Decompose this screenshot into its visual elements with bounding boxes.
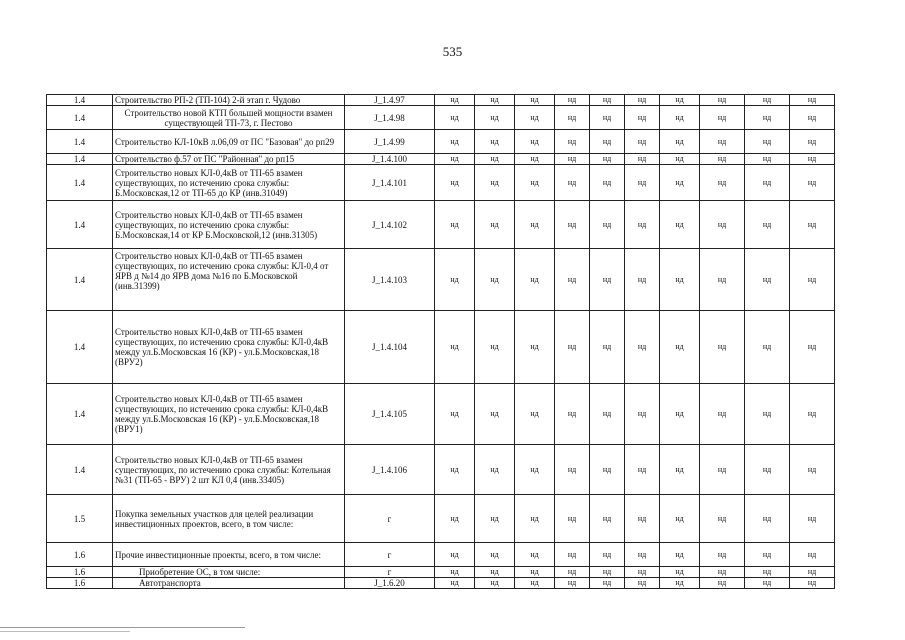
row-value: нд: [660, 578, 700, 589]
table-row: [47, 384, 835, 445]
row-value: нд: [790, 130, 835, 154]
row-value: нд: [745, 495, 790, 543]
scan-edge-line: [0, 631, 130, 632]
row-value: нд: [515, 130, 555, 154]
row-number: 1.4: [47, 201, 113, 249]
row-value: нд: [660, 201, 700, 249]
row-value: нд: [700, 311, 745, 384]
table-row: [47, 567, 835, 578]
row-number: 1.5: [47, 495, 113, 543]
row-name: Приобретение ОС, в том числе:: [113, 567, 345, 578]
row-value: нд: [475, 201, 515, 249]
row-name: Прочие инвестиционные проекты, всего, в том числе:: [113, 543, 345, 567]
table-row: [47, 445, 835, 495]
row-value: нд: [625, 567, 660, 578]
row-value: нд: [435, 249, 475, 311]
row-value: нд: [590, 130, 625, 154]
row-value: нд: [790, 106, 835, 130]
row-value: нд: [475, 495, 515, 543]
row-name: Строительство ф.57 от ПС "Районная" до рп15: [113, 154, 345, 165]
row-value: нд: [515, 384, 555, 445]
row-value: нд: [790, 95, 835, 106]
row-value: нд: [555, 106, 590, 130]
row-value: нд: [590, 95, 625, 106]
row-value: нд: [590, 311, 625, 384]
row-value: нд: [660, 543, 700, 567]
row-number: 1.6: [47, 543, 113, 567]
row-value: нд: [555, 384, 590, 445]
table-body: [47, 95, 835, 589]
row-name: Строительство новых КЛ-0,4кВ от ТП-65 взамен существующих, по истечению срока службы: КЛ-0,4кВ между ул.Б.Московская 16 (КР) - ул.Б.Московская,18 (ВРУ2): [113, 311, 345, 384]
row-number: 1.4: [47, 384, 113, 445]
row-value: нд: [745, 578, 790, 589]
row-value: нд: [700, 578, 745, 589]
row-value: нд: [625, 384, 660, 445]
row-number: 1.4: [47, 106, 113, 130]
row-value: нд: [435, 384, 475, 445]
row-value: нд: [555, 154, 590, 165]
table-row: [47, 543, 835, 567]
row-name: Строительство новых КЛ-0,4кВ от ТП-65 взамен существующих, по истечению срока службы: Котельная №31 (ТП-65 - ВРУ) 2 шт КЛ 0,4 (инв.33405): [113, 445, 345, 495]
row-value: нд: [625, 106, 660, 130]
row-value: нд: [475, 445, 515, 495]
row-value: нд: [745, 249, 790, 311]
row-value: нд: [625, 165, 660, 201]
row-value: нд: [435, 130, 475, 154]
row-value: нд: [435, 567, 475, 578]
row-value: нд: [590, 384, 625, 445]
row-name: Строительство РП-2 (ТП-104) 2-й этап г. Чудово: [113, 95, 345, 106]
row-value: нд: [475, 106, 515, 130]
row-value: нд: [555, 201, 590, 249]
row-value: нд: [745, 154, 790, 165]
row-value: нд: [590, 495, 625, 543]
row-value: нд: [475, 384, 515, 445]
row-name: Строительство новых КЛ-0,4кВ от ТП-65 взамен существующих, по истечению срока службы: Б.Московская,14 от КР Б.Московской,12 (инв.31305): [113, 201, 345, 249]
row-number: 1.4: [47, 249, 113, 311]
row-value: нд: [790, 567, 835, 578]
row-number: 1.4: [47, 154, 113, 165]
row-value: нд: [590, 201, 625, 249]
row-value: нд: [515, 95, 555, 106]
row-value: нд: [435, 578, 475, 589]
row-code: J_1.4.105: [345, 384, 435, 445]
row-value: нд: [625, 95, 660, 106]
row-value: нд: [790, 384, 835, 445]
row-value: нд: [790, 165, 835, 201]
row-value: нд: [625, 495, 660, 543]
row-value: нд: [660, 130, 700, 154]
scan-edge-line: [0, 627, 245, 628]
row-code: J_1.4.101: [345, 165, 435, 201]
row-value: нд: [700, 445, 745, 495]
row-value: нд: [790, 154, 835, 165]
row-value: нд: [790, 201, 835, 249]
table-row: [47, 495, 835, 543]
investment-projects-table: [46, 94, 835, 589]
row-value: нд: [790, 578, 835, 589]
row-value: нд: [515, 495, 555, 543]
row-number: 1.6: [47, 578, 113, 589]
row-value: нд: [590, 567, 625, 578]
row-value: нд: [590, 106, 625, 130]
row-number: 1.4: [47, 165, 113, 201]
row-value: нд: [625, 154, 660, 165]
row-value: нд: [660, 154, 700, 165]
row-value: нд: [475, 95, 515, 106]
row-code: J_1.4.102: [345, 201, 435, 249]
row-value: нд: [515, 106, 555, 130]
row-value: нд: [475, 249, 515, 311]
row-name: Строительство новых КЛ-0,4кВ от ТП-65 взамен существующих, по истечению срока службы: КЛ-0,4 от ЯРВ д №14 до ЯРВ дома №16 по Б.Московской (инв.31399): [113, 249, 345, 311]
row-value: нд: [660, 249, 700, 311]
row-name: Строительство новых КЛ-0,4кВ от ТП-65 взамен существующих, по истечению срока службы: КЛ-0,4кВ между ул.Б.Московская 16 (КР) - ул.Б.Московская,18 (ВРУ1): [113, 384, 345, 445]
row-value: нд: [590, 543, 625, 567]
row-code: г: [345, 567, 435, 578]
row-value: нд: [790, 311, 835, 384]
row-value: нд: [555, 495, 590, 543]
row-number: 1.6: [47, 567, 113, 578]
row-value: нд: [435, 154, 475, 165]
row-code: J_1.4.97: [345, 95, 435, 106]
row-value: нд: [555, 567, 590, 578]
row-value: нд: [625, 445, 660, 495]
row-code: J_1.4.100: [345, 154, 435, 165]
row-value: нд: [435, 311, 475, 384]
row-value: нд: [745, 445, 790, 495]
row-value: нд: [475, 311, 515, 384]
row-name: Покупка земельных участков для целей реализации инвестиционных проектов, всего, в том числе:: [113, 495, 345, 543]
row-value: нд: [435, 445, 475, 495]
row-name: Строительство КЛ-10кВ л.06,09 от ПС "Базовая" до рп29: [113, 130, 345, 154]
row-value: нд: [745, 95, 790, 106]
row-value: нд: [660, 106, 700, 130]
row-value: нд: [515, 154, 555, 165]
row-value: нд: [700, 543, 745, 567]
row-value: нд: [515, 445, 555, 495]
row-value: нд: [660, 384, 700, 445]
row-value: нд: [625, 543, 660, 567]
row-value: нд: [435, 165, 475, 201]
row-code: г: [345, 495, 435, 543]
row-value: нд: [745, 567, 790, 578]
row-value: нд: [700, 495, 745, 543]
row-value: нд: [435, 95, 475, 106]
row-value: нд: [555, 249, 590, 311]
row-value: нд: [555, 130, 590, 154]
row-value: нд: [700, 130, 745, 154]
row-code: J_1.4.98: [345, 106, 435, 130]
row-value: нд: [515, 567, 555, 578]
row-name: Автотранспорта: [113, 578, 345, 589]
row-value: нд: [625, 130, 660, 154]
row-value: нд: [555, 578, 590, 589]
table-row: [47, 95, 835, 106]
row-value: нд: [700, 201, 745, 249]
row-code: J_1.4.106: [345, 445, 435, 495]
row-value: нд: [475, 165, 515, 201]
row-value: нд: [475, 578, 515, 589]
row-value: нд: [625, 249, 660, 311]
row-name: Строительство новой КТП большей мощности взамен существующей ТП-73, г. Пестово: [113, 106, 345, 130]
row-value: нд: [700, 249, 745, 311]
row-value: нд: [660, 567, 700, 578]
row-value: нд: [555, 165, 590, 201]
row-code: г: [345, 543, 435, 567]
row-value: нд: [590, 249, 625, 311]
row-value: нд: [745, 311, 790, 384]
row-value: нд: [790, 445, 835, 495]
row-value: нд: [625, 201, 660, 249]
row-value: нд: [475, 154, 515, 165]
row-value: нд: [700, 95, 745, 106]
table-row: [47, 201, 835, 249]
row-code: J_1.6.20: [345, 578, 435, 589]
row-value: нд: [790, 543, 835, 567]
row-value: нд: [745, 130, 790, 154]
row-value: нд: [435, 543, 475, 567]
table-row: [47, 311, 835, 384]
row-code: J_1.4.99: [345, 130, 435, 154]
row-code: J_1.4.104: [345, 311, 435, 384]
row-value: нд: [475, 567, 515, 578]
row-value: нд: [745, 543, 790, 567]
row-value: нд: [660, 445, 700, 495]
row-value: нд: [515, 578, 555, 589]
row-value: нд: [555, 543, 590, 567]
row-value: нд: [625, 578, 660, 589]
row-number: 1.4: [47, 445, 113, 495]
row-value: нд: [790, 249, 835, 311]
table-row: [47, 154, 835, 165]
row-value: нд: [475, 130, 515, 154]
table-row: [47, 106, 835, 130]
row-value: нд: [745, 384, 790, 445]
row-value: нд: [700, 106, 745, 130]
row-value: нд: [475, 543, 515, 567]
row-value: нд: [435, 106, 475, 130]
table-row: [47, 130, 835, 154]
row-value: нд: [590, 154, 625, 165]
row-value: нд: [590, 578, 625, 589]
row-value: нд: [435, 201, 475, 249]
row-value: нд: [515, 311, 555, 384]
row-value: нд: [590, 445, 625, 495]
row-number: 1.4: [47, 95, 113, 106]
table-row: [47, 249, 835, 311]
row-value: нд: [745, 106, 790, 130]
row-value: нд: [745, 165, 790, 201]
row-value: нд: [700, 154, 745, 165]
row-value: нд: [515, 249, 555, 311]
table-row: [47, 165, 835, 201]
row-name: Строительство новых КЛ-0,4кВ от ТП-65 взамен существующих, по истечению срока службы: Б.Московская,12 от ТП-65 до КР (инв.31049): [113, 165, 345, 201]
row-value: нд: [435, 495, 475, 543]
row-value: нд: [700, 567, 745, 578]
row-number: 1.4: [47, 130, 113, 154]
row-value: нд: [660, 165, 700, 201]
row-value: нд: [745, 201, 790, 249]
row-value: нд: [515, 543, 555, 567]
row-value: нд: [515, 201, 555, 249]
row-value: нд: [590, 165, 625, 201]
row-value: нд: [625, 311, 660, 384]
row-number: 1.4: [47, 311, 113, 384]
row-value: нд: [660, 495, 700, 543]
row-code: J_1.4.103: [345, 249, 435, 311]
table-row: [47, 578, 835, 589]
row-value: нд: [660, 95, 700, 106]
row-value: нд: [700, 165, 745, 201]
row-value: нд: [515, 165, 555, 201]
page-number: 535: [442, 44, 463, 59]
row-value: нд: [700, 384, 745, 445]
row-value: нд: [555, 445, 590, 495]
row-value: нд: [555, 95, 590, 106]
row-value: нд: [660, 311, 700, 384]
row-value: нд: [555, 311, 590, 384]
row-value: нд: [790, 495, 835, 543]
